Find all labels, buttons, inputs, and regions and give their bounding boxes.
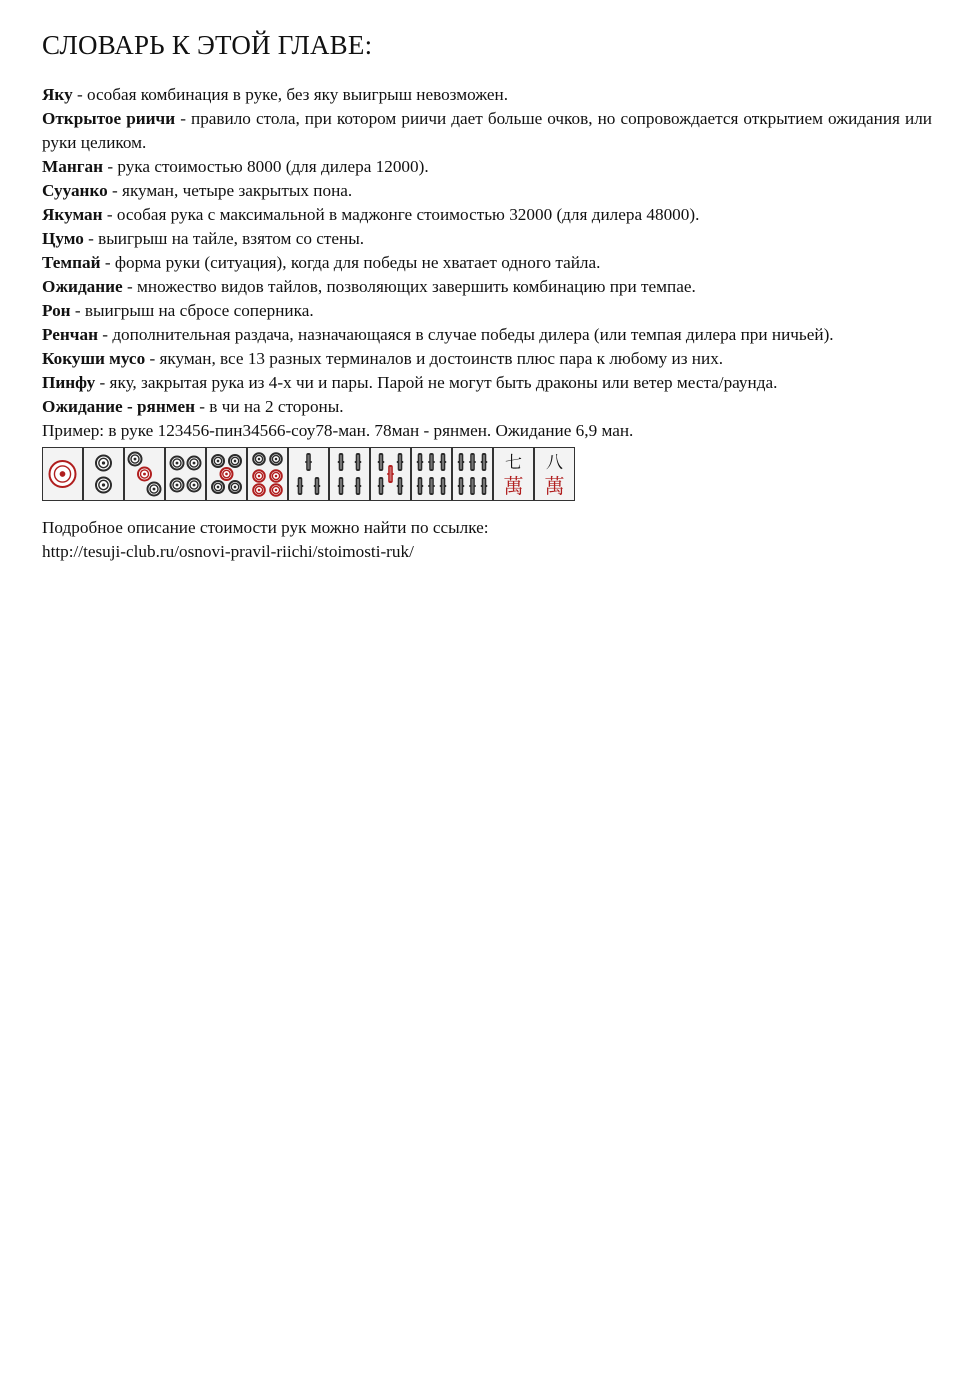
pin-2-tile-icon (83, 447, 124, 501)
glossary-term: Ренчан (42, 325, 98, 344)
example-text: Пример: в руке 123456-пин34566-соу78-ман. 78ман - рянмен. Ожидание 6,9 ман. (42, 421, 634, 440)
glossary-entry (42, 275, 932, 299)
svg-text:七: 七 (505, 453, 522, 473)
pin-3-tile-icon (124, 447, 165, 501)
glossary-entry (42, 83, 932, 107)
glossary-term: Сууанко (42, 181, 108, 200)
sou-4-tile-icon (329, 447, 370, 501)
reference-link[interactable]: http://tesuji-club.ru/osnovi-pravil-riichi/stoimosti-ruk/ (42, 542, 414, 561)
glossary-definition: - правило стола, при котором риичи дает больше очков, но сопровождается открытием ожидания или руки целиком. (42, 109, 932, 152)
glossary-definition: - выигрыш на сбросе соперника. (70, 301, 314, 320)
glossary-definition: - форма руки (ситуация), когда для победы не хватает одного тайла. (100, 253, 601, 272)
glossary-entry (42, 395, 932, 419)
footer-text: Подробное описание стоимости рук можно найти по ссылке: (42, 518, 489, 537)
glossary-term: Кокуши мусо (42, 349, 146, 368)
glossary-entry (42, 323, 932, 347)
page-title: СЛОВАРЬ К ЭТОЙ ГЛАВЕ: (42, 30, 373, 60)
glossary-term: Открытое риичи (42, 109, 176, 128)
glossary-term: Манган (42, 157, 104, 176)
svg-text:八: 八 (546, 453, 563, 473)
sou-6-tile-icon (411, 447, 452, 501)
glossary-definition: - якуман, четыре закрытых пона. (107, 181, 353, 200)
glossary-term: Темпай (42, 253, 101, 272)
glossary-definition: - в чи на 2 стороны. (194, 397, 344, 416)
sou-6-tile-icon (452, 447, 493, 501)
glossary-entry (42, 227, 932, 251)
glossary-entry (42, 107, 932, 155)
pin-4-tile-icon (165, 447, 206, 501)
glossary-term: Рон (42, 301, 71, 320)
glossary-entry (42, 299, 932, 323)
glossary-entry (42, 203, 932, 227)
glossary-definition: - рука стоимостью 8000 (для дилера 12000). (103, 157, 429, 176)
svg-text:萬: 萬 (544, 474, 565, 498)
man-7-tile-icon (493, 447, 534, 501)
footer-note (42, 516, 932, 564)
glossary-entry (42, 155, 932, 179)
glossary-term: Ожидание (42, 277, 123, 296)
glossary-definition: - яку, закрытая рука из 4-х чи и пары. Парой не могут быть драконы или ветер места/раунда. (95, 373, 778, 392)
glossary-definition: - якуман, все 13 разных терминалов и достоинств плюс пара к любому из них. (145, 349, 724, 368)
glossary-term: Пинфу (42, 373, 96, 392)
glossary-term: Яку (42, 85, 73, 104)
tile-row (42, 447, 932, 501)
svg-text:萬: 萬 (503, 474, 524, 498)
pin-1-tile-icon (42, 447, 83, 501)
glossary-entry (42, 179, 932, 203)
glossary (42, 83, 932, 443)
pin-5-tile-icon (206, 447, 247, 501)
glossary-entry (42, 251, 932, 275)
glossary-definition: - множество видов тайлов, позволяющих завершить комбинацию при темпае. (122, 277, 696, 296)
glossary-entry (42, 347, 932, 371)
page-content (42, 30, 932, 564)
glossary-definition: - особая комбинация в руке, без яку выигрыш невозможен. (72, 85, 509, 104)
sou-3-tile-icon (288, 447, 329, 501)
glossary-definition: - дополнительная раздача, назначающаяся в случае победы дилера (или темпая дилера при ничьей). (98, 325, 834, 344)
glossary-definition: - выигрыш на тайле, взятом со стены. (83, 229, 365, 248)
sou-5-tile-icon (370, 447, 411, 501)
glossary-term: Якуман (42, 205, 103, 224)
glossary-definition: - особая рука с максимальной в маджонге стоимостью 32000 (для дилера 48000). (102, 205, 700, 224)
glossary-term: Ожидание - рянмен (42, 397, 195, 416)
glossary-entry (42, 371, 932, 395)
glossary-term: Цумо (42, 229, 84, 248)
pin-6-tile-icon (247, 447, 288, 501)
man-8-tile-icon (534, 447, 575, 501)
